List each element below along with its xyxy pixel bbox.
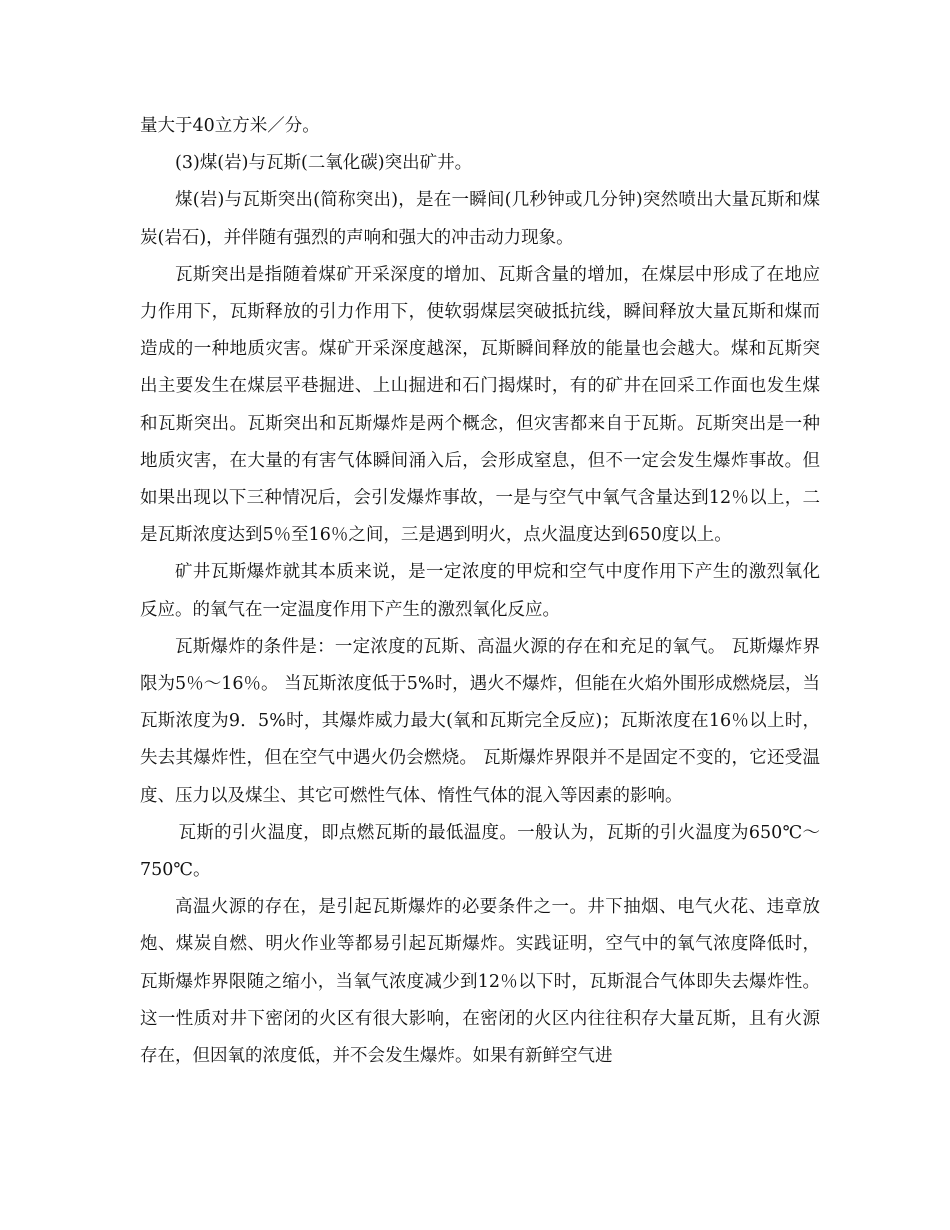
paragraph-ignition-temperature: 瓦斯的引火温度，即点燃瓦斯的最低温度。一般认为，瓦斯的引火温度为650℃～750℃。 bbox=[140, 822, 820, 881]
paragraph-continuation: 量大于40立方米／分。 bbox=[140, 116, 320, 136]
paragraph-explosion-nature: 矿井瓦斯爆炸就其本质来说，是一定浓度的甲烷和空气中度作用下产生的激烈氧化反应。的氧气在一定温度作用下产生的激烈氧化反应。 bbox=[140, 562, 820, 620]
paragraph-explosion-conditions: 瓦斯爆炸的条件是：一定浓度的瓦斯、高温火源的存在和充足的氧气。 瓦斯爆炸界限为5％～16％。 当瓦斯浓度低于5%时，遇火不爆炸，但能在火焰外围形成燃烧层，当瓦斯浓度为9．5%时，其爆炸威力最大(氧和瓦斯完全反应)；瓦斯浓度在16％以上时，失去其爆炸性，但在空气中遇火仍会燃烧。 瓦斯爆炸界限并不是固定不变的，它还受温度、压力以及煤尘、其它可燃性气体、惰性气体的混入等因素的影响。 bbox=[140, 636, 820, 806]
paragraph-outburst-definition: 煤(岩)与瓦斯突出(简称突出)，是在一瞬间(几秒钟或几分钟)突然喷出大量瓦斯和煤炭(岩石)，并伴随有强烈的声响和强大的冲击动力现象。 bbox=[140, 190, 820, 248]
paragraph-heading-outburst-mine: (3)煤(岩)与瓦斯(二氧化碳)突出矿井。 bbox=[175, 153, 473, 174]
document-body bbox=[140, 108, 820, 1075]
paragraph-outburst-mechanism: 瓦斯突出是指随着煤矿开采深度的增加、瓦斯含量的增加，在煤层中形成了在地应力作用下，瓦斯释放的引力作用下，使软弱煤层突破抵抗线，瞬间释放大量瓦斯和煤而造成的一种地质灾害。煤矿开采深度越深，瓦斯瞬间释放的能量也会越大。煤和瓦斯突出主要发生在煤层平巷掘进、上山掘进和石门揭煤时，有的矿井在回采工作面也发生煤和瓦斯突出。瓦斯突出和瓦斯爆炸是两个概念，但灾害都来自于瓦斯。瓦斯突出是一种地质灾害，在大量的有害气体瞬间涌入后，会形成窒息，但不一定会发生爆炸事故。但如果出现以下三种情况后，会引发爆炸事故，一是与空气中氧气含量达到12％以上，二是瓦斯浓度达到5％至16％之间，三是遇到明火，点火温度达到650度以上。 bbox=[140, 264, 820, 546]
paragraph-heat-source: 高温火源的存在，是引起瓦斯爆炸的必要条件之一。井下抽烟、电气火花、违章放炮、煤炭自燃、明火作业等都易引起瓦斯爆炸。实践证明，空气中的氧气浓度降低时，瓦斯爆炸界限随之缩小，当氧气浓度减少到12％以下时，瓦斯混合气体即失去爆炸性。这一性质对井下密闭的火区有很大影响，在密闭的火区内往往积存大量瓦斯，且有火源存在，但因氧的浓度低，并不会发生爆炸。如果有新鲜空气进 bbox=[140, 897, 820, 1067]
